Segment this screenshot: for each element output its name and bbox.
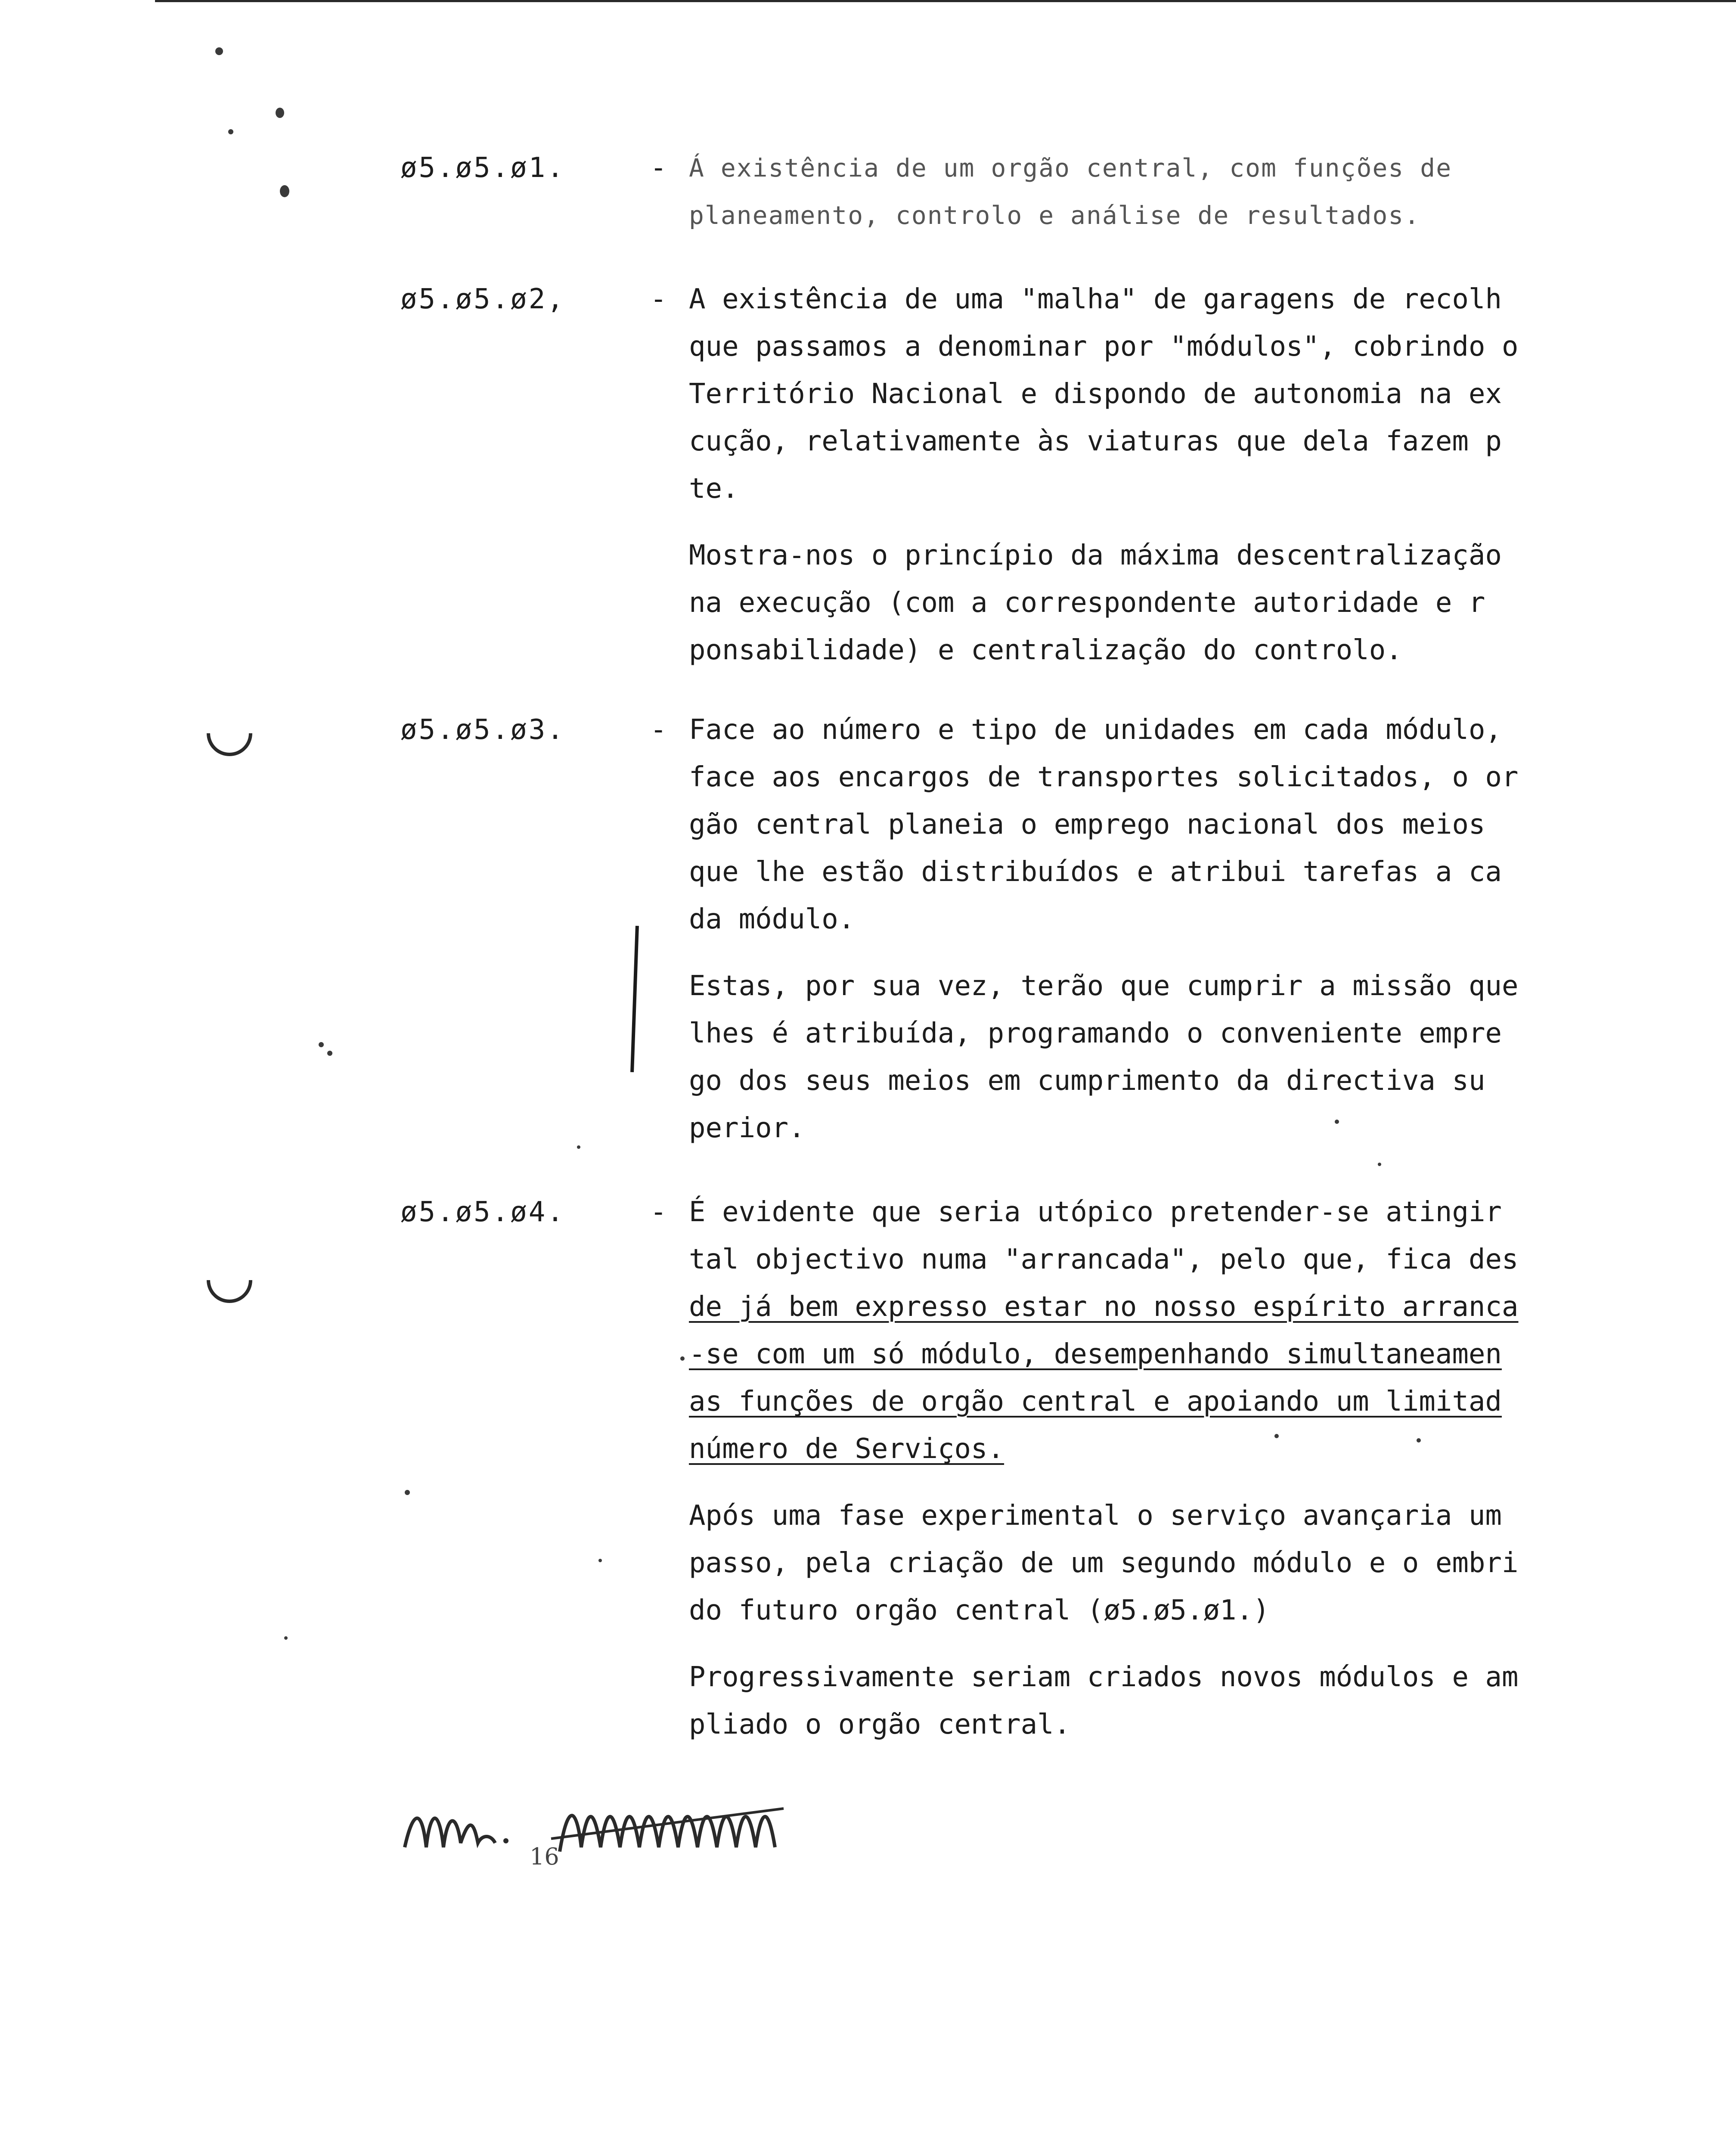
text-line: Progressivamente seriam criados novos módulos e am (689, 1661, 1519, 1693)
scan-speck (280, 185, 289, 197)
scan-speck (1378, 1163, 1381, 1166)
underlined-text-line: de já bem expresso estar no nosso espírito arranca (689, 1291, 1519, 1323)
paragraph (689, 144, 1722, 239)
text-line: lhes é atribuída, programando o conveniente empre (689, 1018, 1502, 1049)
text-line: cução, relativamente às viaturas que dela fazem p (689, 425, 1502, 457)
text-line: Território Nacional e dispondo de autonomia na ex (689, 378, 1502, 410)
text-line: na execução (com a correspondente autoridade e r (689, 587, 1485, 619)
paragraph (689, 532, 1722, 674)
text-line: tal objectivo numa "arrancada", pelo que, fica des (689, 1244, 1519, 1275)
handwritten-page-number: 16 (530, 1843, 559, 1870)
section-dash: - (650, 152, 667, 184)
text-line: planeamento, controlo e análise de resultados. (689, 201, 1420, 230)
paragraph (689, 1492, 1722, 1634)
text-line: face aos encargos de transportes solicitados, o or (689, 761, 1519, 793)
scan-speck (319, 1042, 324, 1047)
section-dash: - (650, 714, 667, 746)
text-line: Face ao número e tipo de unidades em cada módulo, (689, 714, 1502, 746)
paragraph (689, 962, 1722, 1152)
scan-speck (1335, 1120, 1339, 1124)
text-line: pliado o orgão central. (689, 1709, 1071, 1740)
text-line: te. (689, 473, 739, 505)
text-line: É evidente que seria utópico pretender-se atingir (689, 1196, 1502, 1228)
text-line: do futuro orgão central (ø5.ø5.ø1.) (689, 1595, 1270, 1626)
text-line: passo, pela criação de um segundo módulo e o embri (689, 1547, 1519, 1579)
text-line: Estas, por sua vez, terão que cumprir a missão que (689, 970, 1519, 1002)
text-line: perior. (689, 1112, 805, 1144)
scan-speck (577, 1145, 580, 1149)
margin-bracket-mark (197, 1248, 262, 1312)
scan-speck (228, 129, 233, 134)
section-body (689, 144, 1722, 258)
text-line: gão central planeia o emprego nacional dos meios (689, 809, 1485, 841)
text-line: Após uma fase experimental o serviço avançaria um (689, 1500, 1502, 1532)
section-number: ø5.ø5.ø1. (400, 152, 565, 184)
text-line: Mostra-nos o princípio da máxima descentralização (689, 540, 1502, 571)
section-body (689, 706, 1722, 1171)
scan-speck (680, 1356, 685, 1361)
underlined-text-line: número de Serviços. (689, 1433, 1004, 1465)
scan-speck (405, 1490, 410, 1495)
scan-speck (215, 47, 223, 55)
scan-speck (1417, 1438, 1421, 1443)
paragraph (689, 276, 1722, 512)
paragraph (689, 1654, 1722, 1748)
section-body (689, 1188, 1722, 1768)
margin-bracket-mark (197, 701, 262, 766)
scan-speck (284, 1636, 288, 1640)
top-rule (155, 0, 1736, 2)
text-line: que passamos a denominar por "módulos", cobrindo o (689, 331, 1519, 363)
underlined-text-line: -se com um só módulo, desempenhando simultaneamen (689, 1338, 1502, 1370)
text-line: ponsabilidade) e centralização do controlo. (689, 634, 1402, 666)
scan-speck (598, 1559, 602, 1562)
paragraph (689, 1188, 1722, 1473)
section-body (689, 276, 1722, 693)
text-line: da módulo. (689, 903, 855, 935)
section-number: ø5.ø5.ø2, (400, 283, 565, 315)
text-line: go dos seus meios em cumprimento da directiva su (689, 1065, 1485, 1097)
section-number: ø5.ø5.ø4. (400, 1196, 565, 1228)
scan-speck (1274, 1434, 1279, 1438)
text-line: Á existência de um orgão central, com funções de (689, 153, 1452, 183)
scan-speck (276, 108, 284, 118)
underlined-text-line: as funções de orgão central e apoiando um limitad (689, 1386, 1502, 1418)
section-number: ø5.ø5.ø3. (400, 714, 565, 746)
text-line: que lhe estão distribuídos e atribui tarefas a ca (689, 856, 1502, 888)
scan-speck (327, 1051, 332, 1056)
text-line: A existência de uma "malha" de garagens de recolh (689, 283, 1502, 315)
section-dash: - (650, 283, 667, 315)
signature-scribble (388, 1783, 861, 1869)
paragraph (689, 706, 1722, 943)
section-dash: - (650, 1196, 667, 1228)
margin-vertical-line (630, 926, 639, 1072)
